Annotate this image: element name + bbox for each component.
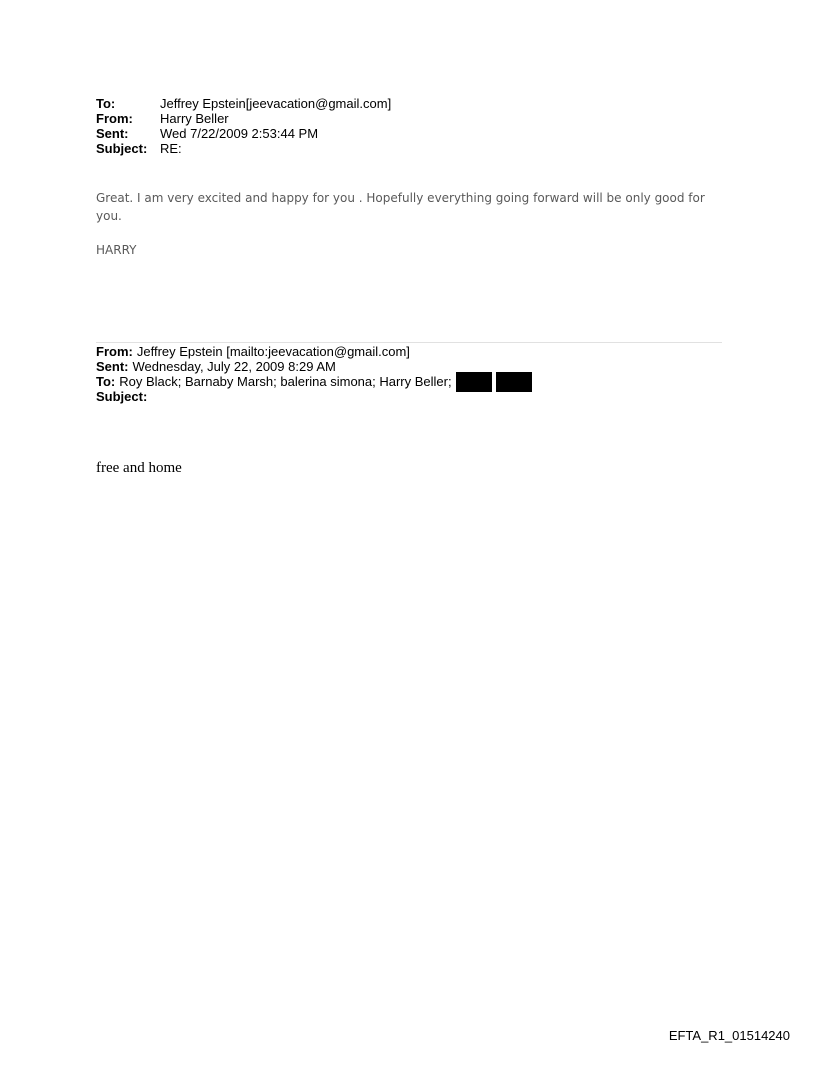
quoted-from-label: From:: [96, 344, 133, 359]
subject-label: Subject:: [96, 141, 148, 156]
quoted-from-row: [96, 344, 532, 359]
header-subject-row: [96, 141, 391, 156]
email-header: [96, 96, 391, 156]
sent-value: Wed 7/22/2009 2:53:44 PM: [160, 126, 319, 141]
to-value: Jeffrey Epstein[jeevacation@gmail.com]: [160, 96, 392, 111]
header-from-row: [96, 111, 391, 126]
redaction-box: [496, 372, 532, 392]
quoted-body: free and home: [96, 460, 182, 476]
from-label: From:: [96, 111, 133, 126]
quoted-separator: [96, 342, 722, 343]
quoted-subject-label: Subject:: [96, 389, 148, 404]
reply-body-text: Great. I am very excited and happy for you . Hopefully everything going forward will be only good for you.: [96, 191, 705, 223]
header-to-row: [96, 96, 391, 111]
reply-body: [96, 189, 726, 225]
redaction-box: [456, 372, 492, 392]
sent-label: Sent:: [96, 126, 129, 141]
header-sent-row: [96, 126, 391, 141]
quoted-to-label: To:: [96, 374, 116, 389]
quoted-to-value: Roy Black; Barnaby Marsh; balerina simona; Harry Beller;: [119, 374, 452, 389]
document-id: EFTA_R1_01514240: [668, 1028, 790, 1043]
quoted-to-row: [96, 374, 532, 389]
quoted-sent-label: Sent:: [96, 359, 129, 374]
quoted-sent-value: Wednesday, July 22, 2009 8:29 AM: [132, 359, 336, 374]
quoted-header: [96, 344, 532, 404]
to-label: To:: [96, 96, 116, 111]
reply-signature: HARRY: [96, 243, 137, 257]
quoted-from-value: Jeffrey Epstein [mailto:jeevacation@gmail.com]: [136, 344, 410, 359]
from-value: Harry Beller: [160, 111, 229, 126]
subject-value: RE:: [160, 141, 182, 156]
